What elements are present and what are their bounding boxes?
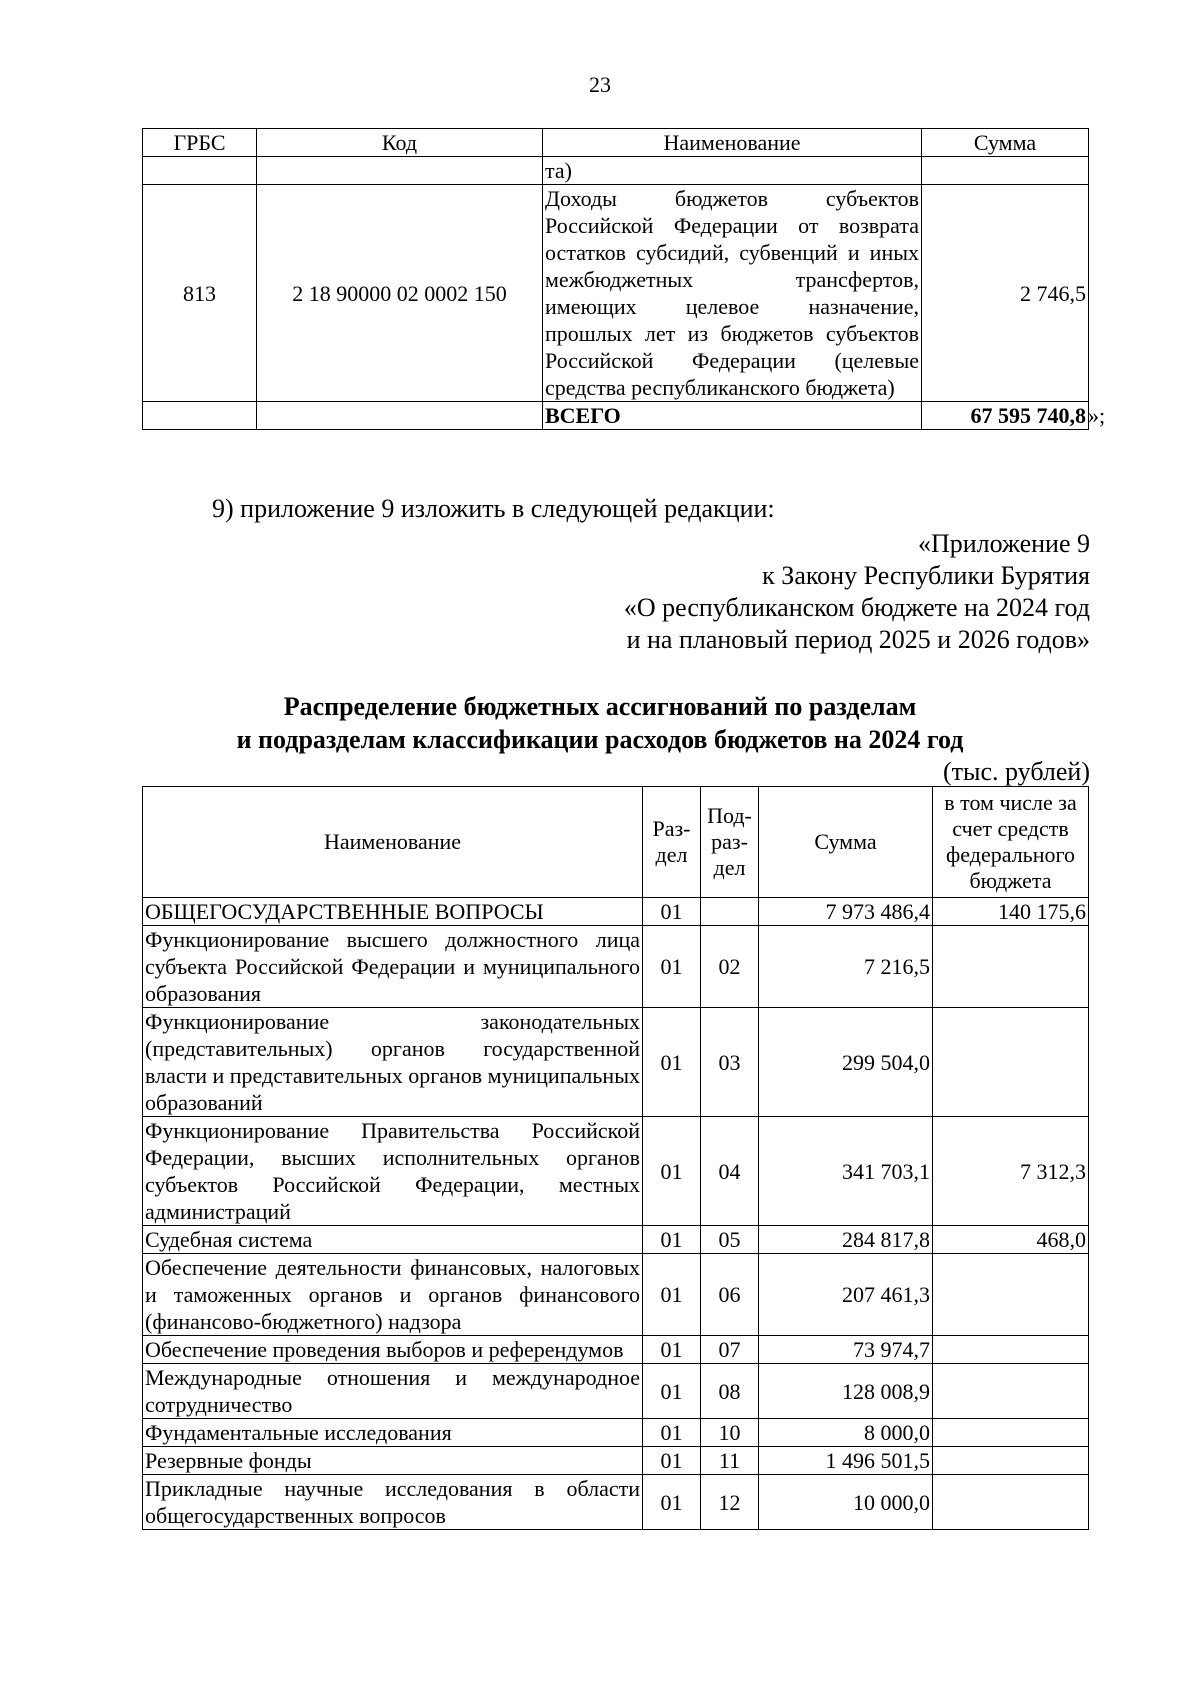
units-label: (тыс. рублей)	[942, 757, 1090, 786]
cell-federal: 140 175,6	[933, 898, 1089, 926]
annex-line: к Закону Республики Бурятия	[762, 561, 1090, 590]
annex-line: «О республиканском бюджете на 2024 год	[623, 593, 1090, 622]
cell-federal	[933, 1254, 1089, 1336]
header-sum: Сумма	[759, 787, 933, 898]
table-header-row	[143, 787, 1089, 898]
cell-name: Обеспечение проведения выборов и референдумов	[143, 1336, 643, 1364]
cell-section: 01	[643, 1008, 701, 1117]
table-row	[143, 1419, 1089, 1447]
cell-sum: 10 000,0	[759, 1475, 933, 1530]
annex-line: «Приложение 9	[917, 529, 1090, 558]
cell-subsection: 05	[701, 1226, 759, 1254]
document-title	[0, 690, 1200, 756]
cell-sum: 2 746,5	[922, 185, 1089, 402]
cell-federal	[933, 1008, 1089, 1117]
table-row	[143, 1117, 1089, 1226]
table-row	[143, 1336, 1089, 1364]
cell-name: Судебная система	[143, 1226, 643, 1254]
cell-sum: 284 817,8	[759, 1226, 933, 1254]
cell-grbs	[143, 157, 257, 185]
cell-name: Функционирование Правительства Российской Федерации, высших исполнительных органов субъектов Российской Федерации, местных администраций	[143, 1117, 643, 1226]
cell-section: 01	[643, 1475, 701, 1530]
header-federal: в том числе за счет средств федерального бюджета	[933, 787, 1089, 898]
appropriations-table	[142, 786, 1089, 1530]
cell-name: Доходы бюджетов субъектов Российской Федерации от возврата остатков субсидий, субвенций и иных межбюджетных трансфертов, имеющих целевое назначение, прошлых лет из бюджетов субъектов Российской Федерации (целевые средства республиканского бюджета)	[543, 185, 922, 402]
cell-code: 2 18 90000 02 0002 150	[257, 185, 543, 402]
cell-subsection: 04	[701, 1117, 759, 1226]
table-header-row	[143, 129, 1089, 157]
table-row	[143, 1008, 1089, 1117]
header-section: Раз-дел	[643, 787, 701, 898]
cell-name: Прикладные научные исследования в области общегосударственных вопросов	[143, 1475, 643, 1530]
cell-section: 01	[643, 1419, 701, 1447]
annex-line: и на плановый период 2025 и 2026 годов»	[626, 625, 1090, 654]
cell-section: 01	[643, 926, 701, 1008]
cell-subsection: 06	[701, 1254, 759, 1336]
cell-section: 01	[643, 1447, 701, 1475]
cell-sum: 341 703,1	[759, 1117, 933, 1226]
cell-subsection: 07	[701, 1336, 759, 1364]
cell-section: 01	[643, 1364, 701, 1419]
cell-sum: 299 504,0	[759, 1008, 933, 1117]
header-subsection: Под-раз-дел	[701, 787, 759, 898]
cell-grbs	[143, 402, 257, 430]
cell-name: та)	[543, 157, 922, 185]
cell-section: 01	[643, 1226, 701, 1254]
cell-code	[257, 402, 543, 430]
table-row	[143, 1254, 1089, 1336]
header-grbs: ГРБС	[143, 129, 257, 157]
cell-section: 01	[643, 1336, 701, 1364]
cell-subsection: 12	[701, 1475, 759, 1530]
cell-code	[257, 157, 543, 185]
cell-name: Фундаментальные исследования	[143, 1419, 643, 1447]
cell-federal: 468,0	[933, 1226, 1089, 1254]
table-row	[143, 926, 1089, 1008]
header-name: Наименование	[543, 129, 922, 157]
cell-section: 01	[643, 1117, 701, 1226]
cell-sum: 8 000,0	[759, 1419, 933, 1447]
cell-subsection: 11	[701, 1447, 759, 1475]
closing-quote: »;	[1088, 403, 1106, 428]
title-line: и подразделам классификации расходов бюджетов на 2024 год	[236, 725, 964, 754]
cell-federal	[933, 1475, 1089, 1530]
table-row	[143, 157, 1089, 185]
total-sum-cell	[922, 402, 1106, 430]
total-label: ВСЕГО	[543, 402, 922, 430]
income-table	[142, 128, 1106, 430]
cell-sum: 7 973 486,4	[759, 898, 933, 926]
table-total-row	[143, 402, 1089, 430]
cell-subsection: 08	[701, 1364, 759, 1419]
total-sum: 67 595 740,8	[970, 403, 1086, 428]
cell-federal	[933, 1364, 1089, 1419]
cell-name: Международные отношения и международное сотрудничество	[143, 1364, 643, 1419]
cell-grbs: 813	[143, 185, 257, 402]
header-name: Наименование	[143, 787, 643, 898]
title-line: Распределение бюджетных ассигнований по разделам	[283, 692, 917, 721]
cell-sum: 7 216,5	[759, 926, 933, 1008]
page-number: 23	[589, 72, 611, 97]
cell-federal	[933, 1419, 1089, 1447]
cell-subsection: 03	[701, 1008, 759, 1117]
cell-subsection	[701, 898, 759, 926]
cell-name: Функционирование высшего должностного лица субъекта Российской Федерации и муниципального образования	[143, 926, 643, 1008]
header-code: Код	[257, 129, 543, 157]
cell-name: Обеспечение деятельности финансовых, налоговых и таможенных органов и органов финансового (финансово-бюджетного) надзора	[143, 1254, 643, 1336]
cell-federal	[933, 1336, 1089, 1364]
table-row	[143, 1226, 1089, 1254]
cell-sum	[922, 157, 1089, 185]
cell-federal: 7 312,3	[933, 1117, 1089, 1226]
cell-name: Резервные фонды	[143, 1447, 643, 1475]
table-row	[143, 185, 1089, 402]
table-row	[143, 1364, 1089, 1419]
table-row	[143, 1475, 1089, 1530]
cell-section: 01	[643, 1254, 701, 1336]
cell-sum: 1 496 501,5	[759, 1447, 933, 1475]
table-row	[143, 1447, 1089, 1475]
cell-sum: 128 008,9	[759, 1364, 933, 1419]
header-sum: Сумма	[922, 129, 1089, 157]
table-row	[143, 898, 1089, 926]
cell-subsection: 10	[701, 1419, 759, 1447]
annex-heading	[624, 528, 1090, 656]
cell-sum: 207 461,3	[759, 1254, 933, 1336]
cell-name: ОБЩЕГОСУДАРСТВЕННЫЕ ВОПРОСЫ	[143, 898, 643, 926]
instruction-text: 9) приложение 9 изложить в следующей редакции:	[212, 494, 775, 523]
cell-federal	[933, 1447, 1089, 1475]
cell-name: Функционирование законодательных (представительных) органов государственной власти и представительных органов муниципальных образований	[143, 1008, 643, 1117]
cell-federal	[933, 926, 1089, 1008]
cell-sum: 73 974,7	[759, 1336, 933, 1364]
cell-section: 01	[643, 898, 701, 926]
cell-subsection: 02	[701, 926, 759, 1008]
